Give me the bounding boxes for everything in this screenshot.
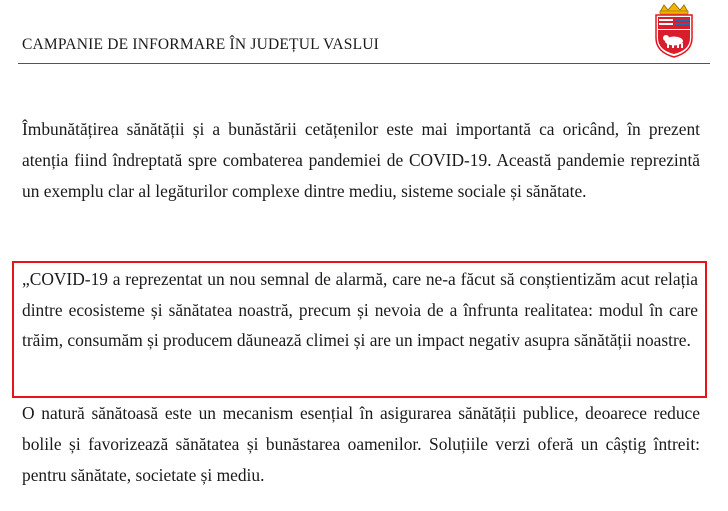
closing-paragraph: O natură sănătoasă este un mecanism esențial în asigurarea sănătății publice, deoarece reduce bolile și favorizează sănătatea și bunăstarea oamenilor. Soluțiile verzi oferă un câștig întreit: pentru sănătate, societate și mediu.	[22, 403, 700, 485]
intro-paragraph: Îmbunătățirea sănătății și a bunăstării cetățenilor este mai importantă ca oricând, în prezent atenția fiind îndreptată spre combaterea pandemiei de COVID-19. Această pandemie reprezintă un exemplu clar al legăturilor complexe dintre mediu, sisteme sociale și sănătate.	[22, 119, 700, 201]
page-header-title: CAMPANIE DE INFORMARE ÎN JUDEȚUL VASLUI	[22, 36, 380, 53]
county-coat-of-arms-icon	[650, 2, 698, 58]
quote-paragraph: „COVID-19 a reprezentat un nou semnal de alarmă, care ne-a făcut să conștientizăm acut relația dintre ecosisteme și sănătatea noastră, precum și nevoia de a înfrunta realitatea: modul în care trăim, consumăm și producem dăunează climei și are un impact negativ asupra sănătății noastre.	[22, 269, 698, 350]
header-divider	[18, 63, 710, 64]
